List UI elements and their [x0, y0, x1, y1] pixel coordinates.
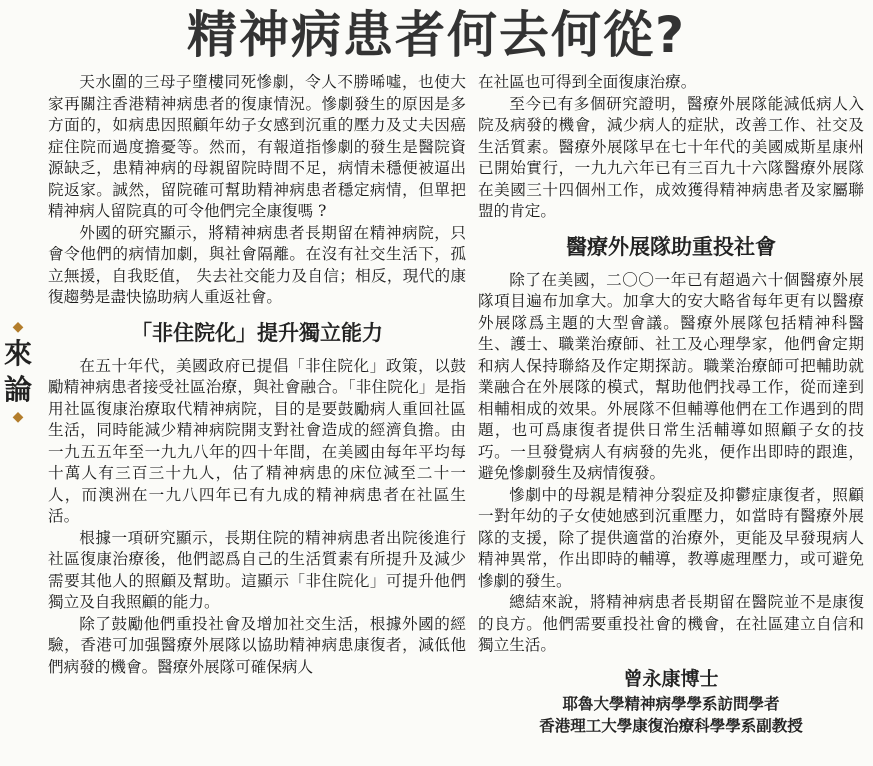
paragraph: 慘劇中的母親是精神分裂症及抑鬱症康復者，照顧一對年幼的子女使她感到沉重壓力，如當時有醫療外展隊的支援，除了提供適當的治療外，更能及早發現病人精神異常，作出即時的輔導，教導處理壓力，或可避免慘劇的發生。: [478, 485, 864, 590]
paragraph: 除了鼓勵他們重投社會及增加社交生活，根據外國的經驗，香港可加强醫療外展隊以協助精神病患康復者，減低他們病發的機會。醫療外展隊可確保病人: [48, 614, 466, 676]
paragraph: 根據一項研究顯示，長期住院的精神病患者出院後進行社區復康治療後，他們認爲自己的生活質素有所提升及減少需要其他人的照顧及幫助。這顯示「非住院化」可提升他們獨立及自我照顧的能力。: [48, 528, 466, 611]
author-name: 曾永康博士: [623, 667, 719, 690]
paragraph: 總結來說，將精神病患者長期留在醫院並不是康復的良方。他們需要重投社會的機會，在社區建立自信和獨立生活。: [478, 593, 864, 654]
subheading: 「非住院化」提升獨立能力: [131, 320, 383, 345]
section-label: [1, 318, 35, 438]
paragraph: 除了在美國，二〇〇一年已有超過六十個醫療外展隊項目遍布加拿大。加拿大的安大略省每年更有以醫療外展隊爲主題的大型會議。醫療外展隊包括精神科醫生、護士、職業治療師、社工及心理學家，他們會定期和病人保持聯絡及作定期探訪。職業治療師可把輔助就業融合在外展隊的模式，幫助他們找尋工作，從而達到相輔相成的效果。外展隊不但輔導他們在工作遇到的問題，也可爲康復者提供日常生活輔導如照顧子女的技巧。一旦發覺病人有病發的先兆，便作出即時的跟進，避免慘劇發生及病情復發。: [478, 270, 864, 482]
article-title: 精神病患者何去何從?: [186, 6, 686, 64]
section-label-text: 來論: [3, 337, 32, 406]
ornament-diamond-icon: ◆: [12, 319, 24, 335]
subheading: 醫療外展隊助重投社會: [566, 234, 776, 259]
paragraph: 天水圍的三母子墮樓同死慘劇，令人不勝晞噓，也使大家再關注香港精神病患者的復康情況。慘劇發生的原因是多方面的，如病患因照顧年幼子女感到沉重的壓力及丈夫因癌症住院而過度擔憂等。然而，有報道指慘劇的發生是醫院資源缺乏，患精神病的母親留院時間不足，病情未穩便被逼出院返家。誠然，留院確可幫助精神病患者穩定病情，但單把精神病人留院真的可令他們完全康復嗎 ?: [48, 73, 466, 220]
right-column: [478, 72, 864, 737]
author-position: 香港理工大學康復治療科學學系副教授: [539, 716, 803, 735]
ornament-diamond-icon: ◆: [12, 409, 24, 425]
paragraph: 在社區也可得到全面復康治療。: [478, 73, 697, 91]
paragraph: 至今已有多個研究證明，醫療外展隊能減低病人入院及病發的機會，減少病人的症狀，改善工作、社交及生活質素。醫療外展隊早在七十年代的美國威斯星康州已開始實行，一九九六年已有三百九十六隊醫療外展隊在美國三十四個州工作，成效獲得精神病患者及家屬聯盟的肯定。: [478, 94, 864, 220]
paragraph: 外國的研究顯示，將精神病患者長期留在精神病院，只會令他們的病情加劇，與社會隔離。在沒有社交生活下，孤立無援，自我貶值， 失去社交能力及自信；相反，現代的康復趨勢是盡快協助病人重返社會。: [48, 223, 466, 306]
author-signature: [478, 665, 864, 737]
left-column: [48, 72, 466, 678]
author-position: 耶魯大學精神病學學系訪問學者: [562, 694, 780, 713]
paragraph: 在五十年代，美國政府已提倡「非住院化」政策，以鼓勵精神病患者接受社區治療，與社會融合。「非住院化」是指用社區復康治療取代精神病院，目的是要鼓勵病人重回社區生活，同時能減少精神病院開支對社會造成的經濟負擔。由一九五五年至一九九八年的四十年間，在美國由每年平均每十萬人有三百三十九人，估了精神病患的床位減至二十一人，而澳洲在一九八四年已有九成的精神病患者在社區生活。: [48, 356, 466, 525]
